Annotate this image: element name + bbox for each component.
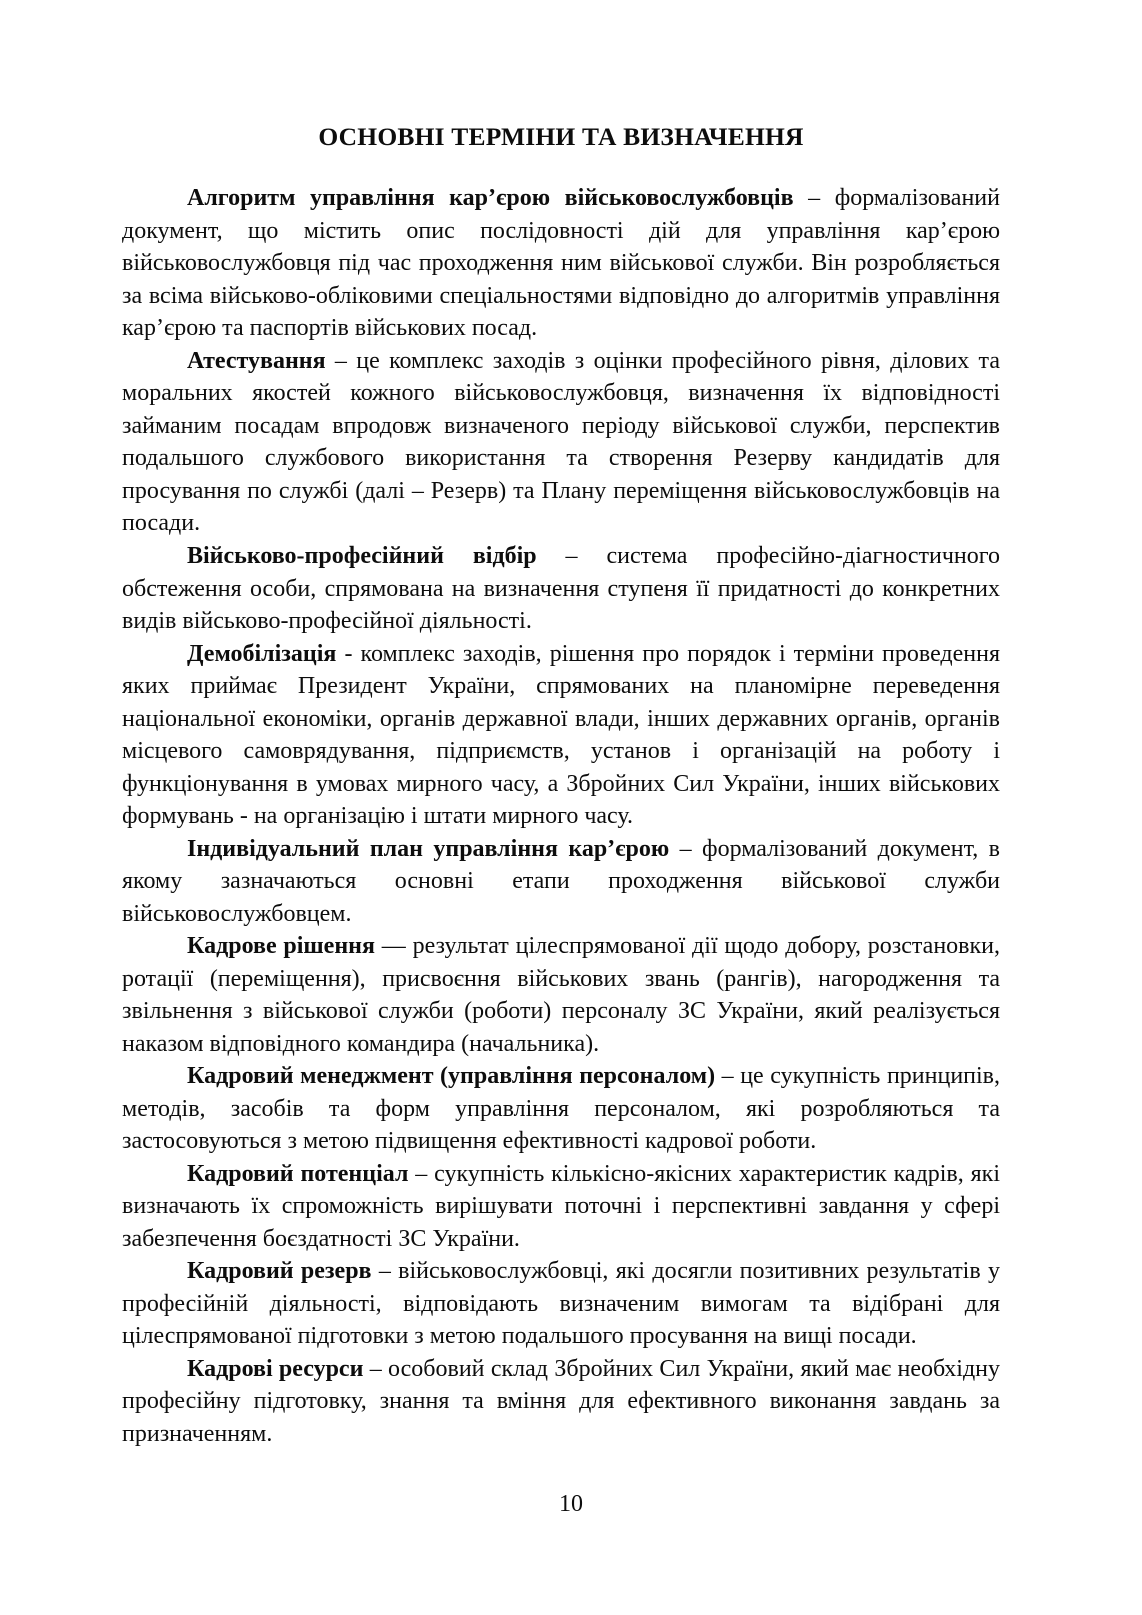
term-body: – формалізований документ, що містить опис послідовності дій для управління кар’єрою військовослужбовця під час проходження ним військової служби. Він розробляється за всіма військово-обліковими спеціальностями відповідно до алгоритмів управління кар’єрою та паспортів військових посад. bbox=[122, 185, 1000, 342]
term-definition-paragraph bbox=[122, 345, 1000, 540]
term-label: Демобілізація bbox=[187, 640, 337, 667]
term-label: Індивідуальний план управління кар’єрою bbox=[187, 835, 670, 862]
term-body: – це комплекс заходів з оцінки професійного рівня, ділових та моральних якостей кожного військовослужбовця, визначення їх відповідності займаним посадам впродовж визначеного періоду військової служби, перспектив подальшого службового використання та створення Резерву кандидатів для просування по службі (далі – Резерв) та Плану переміщення військовослужбовців на посади. bbox=[122, 347, 1000, 537]
term-body: - комплекс заходів, рішення про порядок і терміни проведення яких приймає Президент України, спрямованих на планомірне переведення національної економіки, органів державної влади, інших державних органів, органів місцевого самоврядування, підприємств, установ і організацій на роботу і функціонування в умовах мирного часу, а Збройних Сил України, інших військових формувань - на організацію і штати мирного часу. bbox=[122, 640, 1000, 830]
term-label: Кадрове рішення bbox=[187, 933, 375, 960]
term-definition-paragraph bbox=[122, 638, 1000, 833]
term-label: Кадровий потенціал bbox=[187, 1160, 409, 1187]
term-definition-paragraph bbox=[122, 540, 1000, 638]
term-label: Алгоритм управління кар’єрою військовослужбовців bbox=[187, 185, 794, 212]
term-definition-paragraph bbox=[122, 1158, 1000, 1256]
term-definition-paragraph bbox=[122, 182, 1000, 345]
term-label: Кадрові ресурси bbox=[187, 1355, 364, 1382]
term-definition-paragraph bbox=[122, 1255, 1000, 1353]
term-label: Військово-професійний відбір bbox=[187, 542, 537, 569]
term-body: – військовослужбовці, які досягли позитивних результатів у професійній діяльності, відповідають визначеним вимогам та відібрані для цілеспрямованої підготовки з метою подальшого просування на вищі посади. bbox=[122, 1258, 1000, 1350]
term-body: – це сукупність принципів, методів, засобів та форм управління персоналом, які розробляються та застосовуються з метою підвищення ефективності кадрової роботи. bbox=[122, 1063, 1001, 1155]
page-content bbox=[122, 0, 1000, 1450]
term-body: — результат цілеспрямованої дії щодо добору, розстановки, ротації (переміщення), присвоєння військових звань (рангів), нагородження та звільнення з військової служби (роботи) персоналу ЗС України, який реалізується наказом відповідного командира (начальника). bbox=[122, 933, 1000, 1057]
term-definition-paragraph bbox=[122, 1353, 1000, 1451]
term-body: – формалізований документ, в якому зазначаються основні етапи проходження військової служби військовослужбовцем. bbox=[122, 835, 1000, 927]
term-label: Атестування bbox=[187, 347, 326, 374]
term-definition-paragraph bbox=[122, 930, 1000, 1060]
term-label: Кадровий менеджмент (управління персоналом) bbox=[187, 1063, 716, 1090]
term-definition-paragraph bbox=[122, 1060, 1000, 1158]
term-body: – особовий склад Збройних Сил України, який має необхідну професійну підготовку, знання та вміння для ефективного виконання завдань за призначенням. bbox=[122, 1355, 1000, 1447]
term-definition-paragraph bbox=[122, 833, 1000, 931]
term-body: – система професійно-діагностичного обстеження особи, спрямована на визначення ступеня її придатності до конкретних видів військово-професійної діяльності. bbox=[122, 542, 1000, 635]
term-label: Кадровий резерв bbox=[187, 1258, 372, 1285]
page-title: ОСНОВНІ ТЕРМІНИ ТА ВИЗНАЧЕННЯ bbox=[318, 122, 804, 151]
terms-list bbox=[122, 182, 1000, 1450]
term-body: – сукупність кількісно-якісних характеристик кадрів, які визначають їх спроможність вирішувати поточні і перспективні завдання у сфері забезпечення боєздатності ЗС України. bbox=[122, 1160, 1001, 1252]
page-number: 10 bbox=[559, 1491, 583, 1517]
